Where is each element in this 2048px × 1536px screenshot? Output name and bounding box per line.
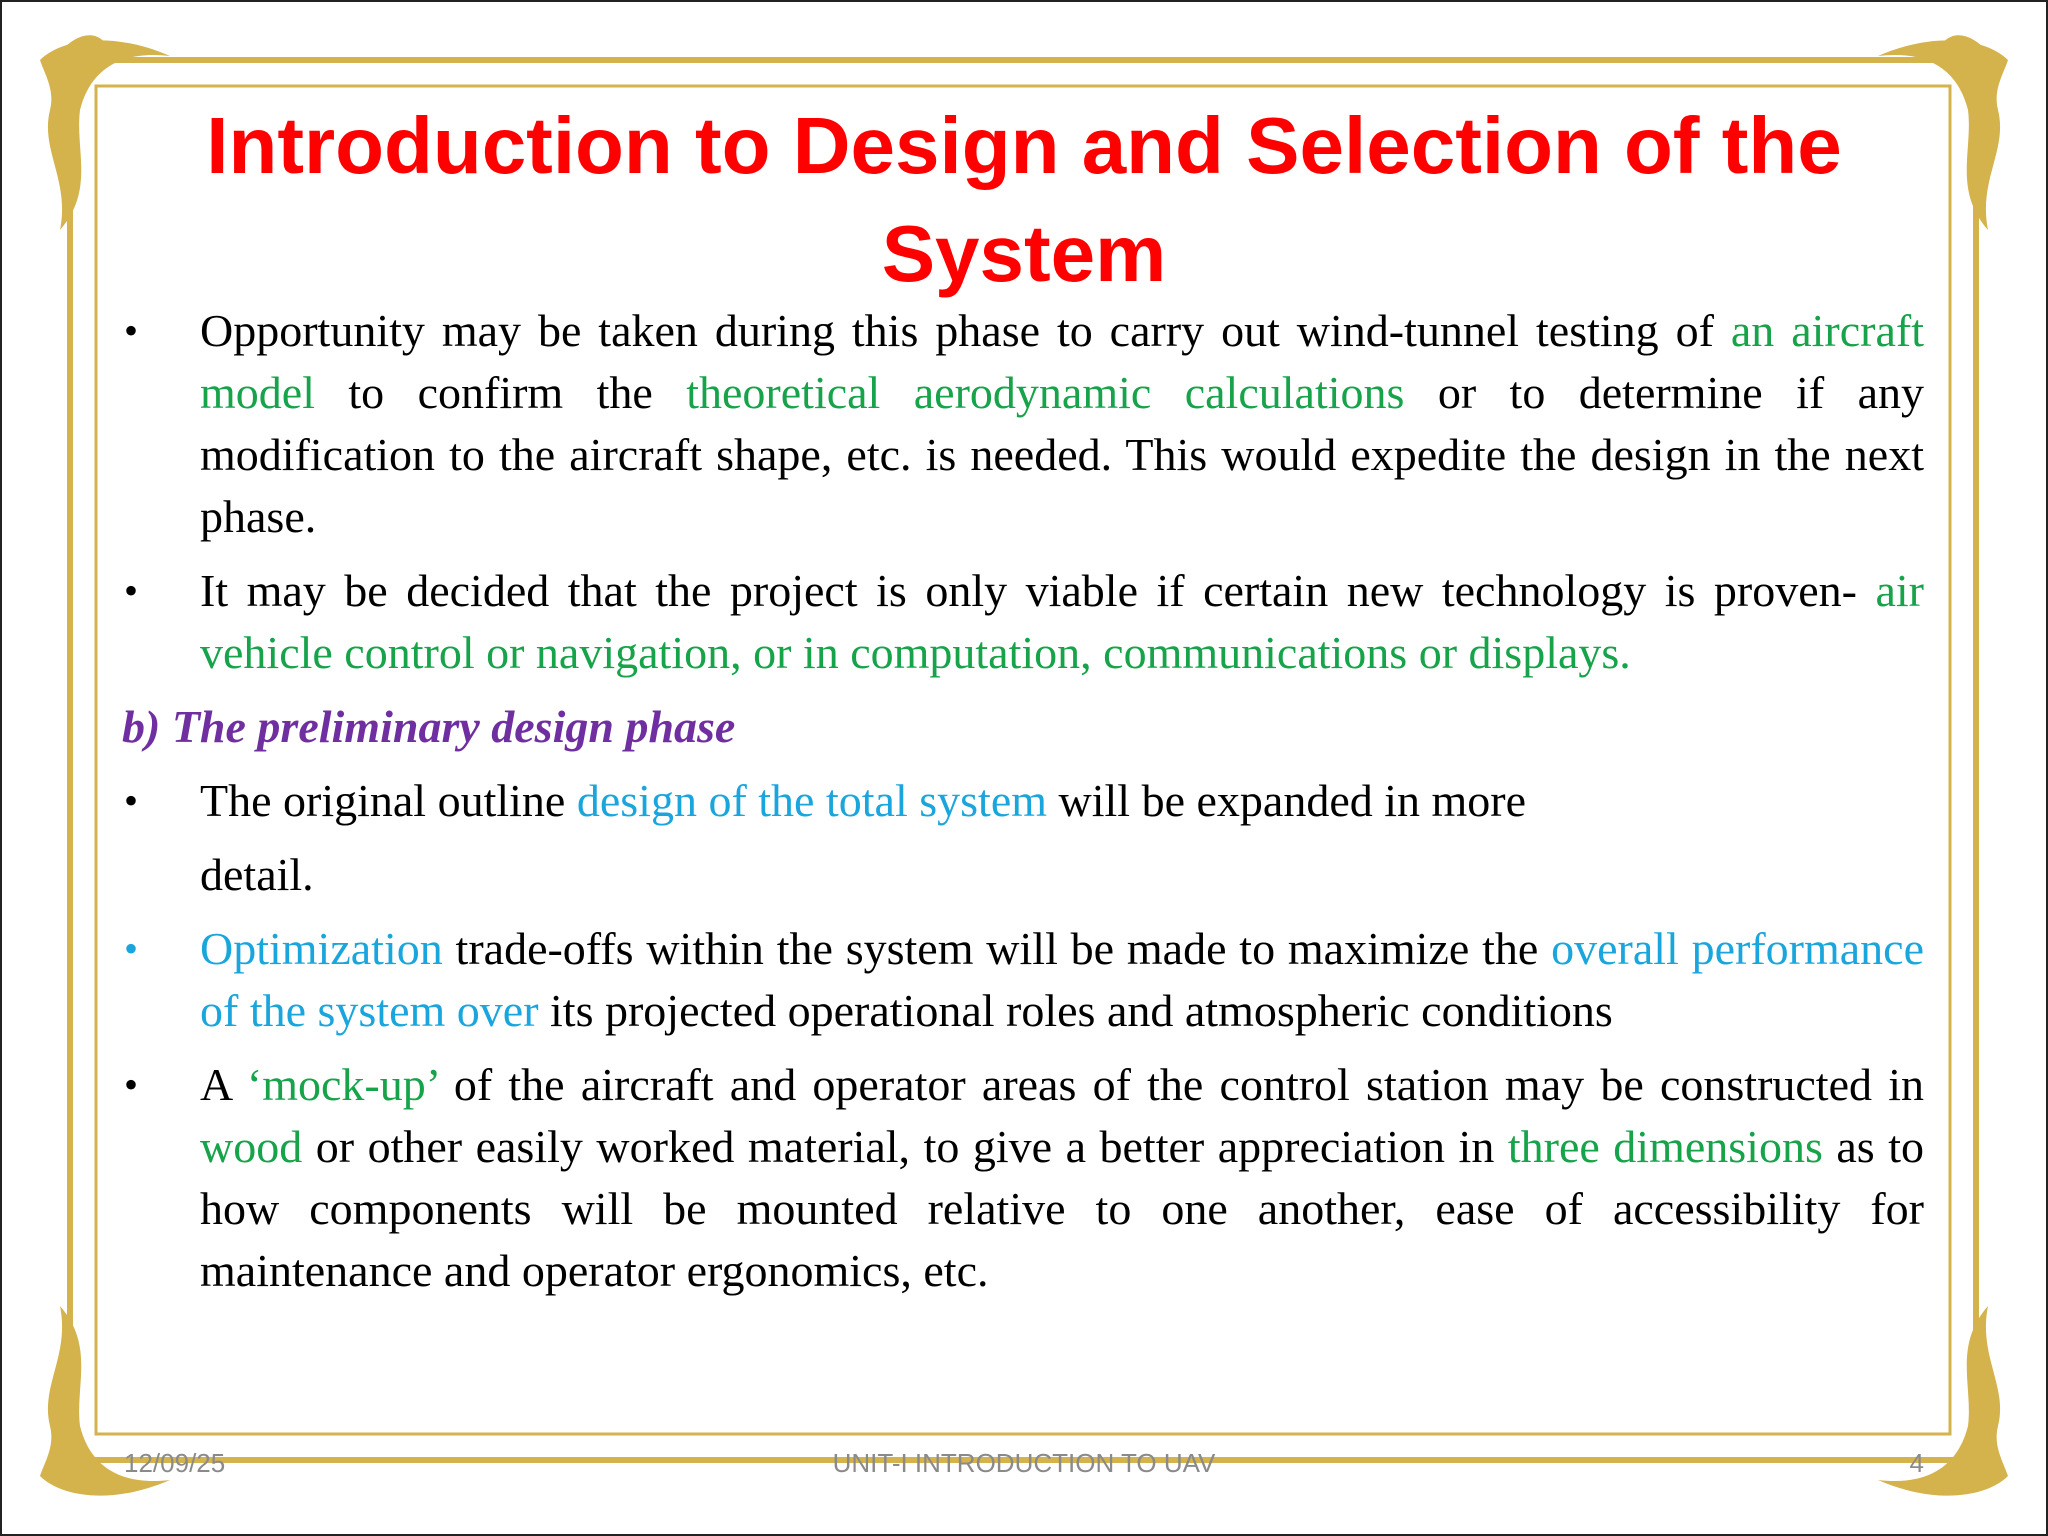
bullet-text-segment: or other easily worked material, to give a better appreciation in [302,1121,1508,1172]
subheading-preliminary-design: b) The preliminary design phase [122,701,736,752]
bullet-text-segment: Optimization [200,923,443,974]
bullet-text-segment: to confirm the [314,367,687,418]
bullet-text-segment: ‘mock-up’ [246,1059,438,1110]
bullet-text-segment: trade-offs within the system will be made to maximize the [442,923,1552,974]
slide-content [120,300,1924,1314]
slide-title: Introduction to Design and Selection of the System [206,101,1842,298]
bullet-text-segment: design of the total system [576,775,1048,826]
bullet-dot: • [124,778,139,823]
bullet-text-segment: It may be decided that the project is only viable if certain new technology is proven- [200,565,1876,616]
corner-ornament-top-left [40,40,170,230]
bullet-text-continuation: detail. [200,849,314,900]
bullet-text-segment: will be expanded in more [1047,775,1527,826]
bullet-dot: • [124,308,139,353]
bullet-text-segment: its projected operational roles and atmospheric conditions [538,985,1613,1036]
bullet-dot: • [124,926,139,971]
bullet-dot: • [124,1062,139,1107]
bullet-dot: • [124,568,139,613]
bullet-item [120,918,1924,1042]
bullet-text-segment: or to determine if any modification to the aircraft shape, etc. is needed. This would expedite the design in the next phase. [200,367,1924,542]
bullet-text-segment: theoretical aerodynamic calculations [686,367,1405,418]
bullet-item [120,300,1924,548]
bullet-list-preliminary [120,770,1924,1302]
bullet-item [120,770,1924,906]
bullet-item [120,560,1924,684]
bullet-text-segment: of the aircraft and operator areas of the control station may be constructed in [437,1059,1924,1110]
bullet-text-segment: Opportunity may be taken during this phase to carry out wind-tunnel testing of [200,305,1731,356]
bullet-text-segment: three dimensions [1507,1121,1823,1172]
bullet-text-segment: A [200,1059,247,1110]
bullet-list-concept [120,300,1924,684]
footer-date: 12/09/25 [124,1448,226,1478]
footer-unit-title: UNIT-I INTRODUCTION TO UAV [832,1448,1216,1478]
bullet-text-segment: overall performance of the system over [200,923,1925,1036]
bullet-item [120,1054,1924,1302]
bullet-text-segment: an aircraft model [200,305,1924,418]
bullet-text-segment: air vehicle control or navigation, or in computation, communications or displays. [200,565,1924,678]
bullet-text-segment: The original outline [200,775,577,826]
bullet-text-segment: wood [200,1121,303,1172]
footer-page-number: 4 [1909,1448,1924,1478]
bullet-text-segment: as to how components will be mounted relative to one another, ease of accessibility for maintenance and operator ergonomics, etc. [200,1121,1924,1296]
corner-ornament-top-right [1878,40,2008,230]
